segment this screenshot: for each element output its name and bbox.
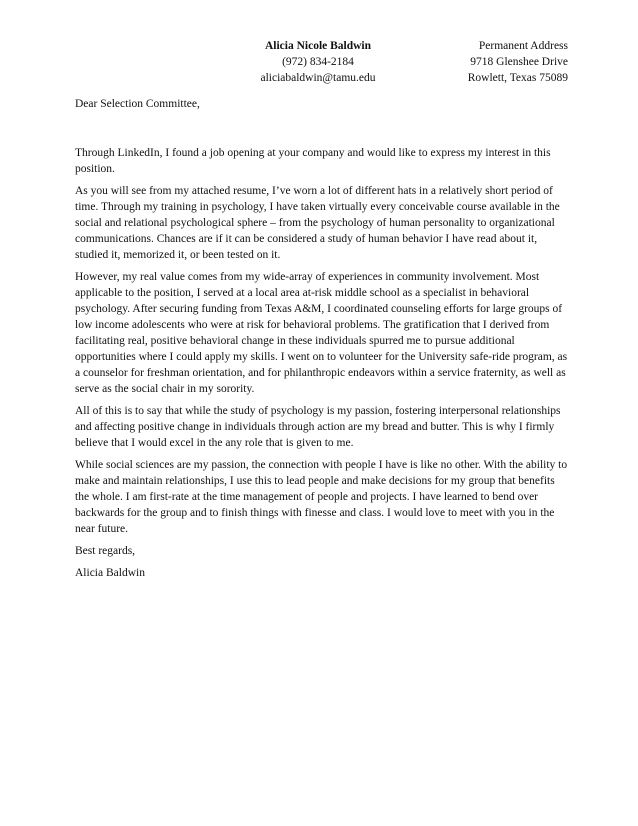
- paragraph-1: Through LinkedIn, I found a job opening at your company and would like to express my interest in this position.: [75, 147, 551, 175]
- paragraph-4: All of this is to say that while the study of psychology is my passion, fostering interpersonal relationships and affecting positive change in individuals through action are my bread and butter. This is why I firmly believe that I would excel in the any role that is given to me.: [75, 405, 561, 449]
- signature: Alicia Baldwin: [75, 567, 145, 579]
- address-block: [430, 38, 568, 86]
- salutation: Dear Selection Committee,: [75, 98, 200, 110]
- contact-block: [228, 38, 408, 86]
- address-label: Permanent Address: [478, 40, 568, 52]
- paragraph-5: While social sciences are my passion, the connection with people I have is like no other. With the ability to make and maintain relationships, I use this to lead people and make decisions for my group that benefits the whole. I am first-rate at the time management of people and projects. I have learned to bend over backwards for the group and to finish things with finesse and class. I would love to meet with you in the near future.: [75, 459, 568, 535]
- paragraph-2: As you will see from my attached resume, I’ve worn a lot of different hats in a relatively short period of time. Through my training in psychology, I have taken virtually every conceivable course available in the social and relational psychological sphere – from the psychology of human personality to organizational communications. Chances are if it can be considered a study of human behavior I have read about it, studied it, memorized it, or been tested on it.: [75, 185, 560, 261]
- paragraph-3: However, my real value comes from my wide-array of experiences in community involvement. Most applicable to the position, I served at a local area at-risk middle school as a specialist in behavioral psychology. After securing funding from Texas A&M, I coordinated counseling efforts for large groups of low income adolescents who were at risk for behavioral problems. The gratification that I derived from facilitating real, positive behavioral change in these individuals spurred me to pursue additional opportunities where I could apply my skills. I went on to volunteer for the University safe-ride program, as a counselor for freshman orientation, and for philanthropic endeavors within a service fraternity, as well as serve as the social chair in my sorority.: [75, 271, 568, 395]
- closing: Best regards,: [75, 545, 136, 557]
- sender-email: aliciabaldwin@tamu.edu: [260, 72, 376, 84]
- address-street: 9718 Glenshee Drive: [470, 56, 568, 68]
- sender-phone: (972) 834-2184: [282, 56, 354, 68]
- sender-name: Alicia Nicole Baldwin: [264, 40, 372, 52]
- address-city: Rowlett, Texas 75089: [467, 72, 568, 84]
- letter-body: [75, 145, 571, 587]
